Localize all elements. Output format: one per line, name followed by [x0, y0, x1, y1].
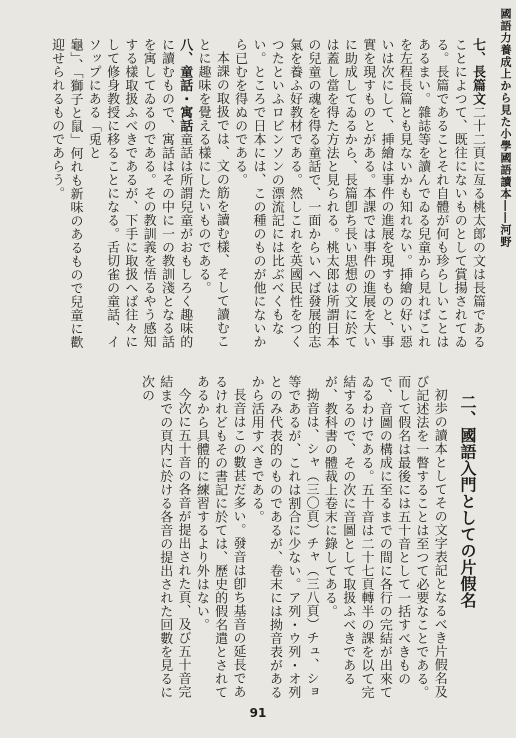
section-8-paragraph: [83, 38, 193, 360]
section-7-paragraph: [230, 38, 486, 360]
body-paragraph-1: 初歩の讀本としてその文字表記となるべき片假名及び記述法を一瞥することは至つて必要なことである。而して假名は最後には五十音として一括すべきもので、音圖の構成に至るまでの間に各行の完結が出來てゐるわけである。五十音は二十七頁轉半の課を以て完結するので、その次に音圖として取扱ふべきであるが、教科書の體裁上卷末に錄してある。: [321, 375, 447, 699]
page-number: 91: [249, 706, 267, 720]
carry-over-paragraph: 龜」、「獅子と鼠」何れも新味のあるもので兒童に歡迎せられるものであらう。: [49, 38, 83, 349]
running-head: 國語力養成上から見た小學國語讀本――河野: [499, 8, 512, 248]
section-8-title: 八、童話・寓話: [177, 38, 193, 133]
section-7-title: 七、長篇文: [470, 38, 485, 106]
section-heading: 二、國語入門としての片假名: [458, 394, 477, 609]
lower-text-block: [10, 375, 486, 700]
body-paragraph-3: 長音はこの數甚だ多い。發音は卽ち基音の延長であるけれどもその書記に於ては、歷史的假名遣とされてあるから具體的に練習するより外はない。: [193, 375, 246, 699]
section-8-body: 童話は所謂兒童がおもしろく趣味的に讀むもので、寓話はその中に一の教訓淺となる話を寓してゐるのである。その教訓義を悟るやう感知する樣取扱ふべきであるが、下手に取扱へば往々にして修身教授に移ることになる。舌切雀の童話、イソップにある「兎と: [85, 38, 193, 349]
section-7-body: 二十二頁に亙る桃太郎の文は長篇であることによつて、既往にないものとして賞揚されてゐる。長篇であることそれ自體が何も珍らしいことはあるまい。雜誌等を讀んでゐる兒童から見ればこれを左程長篇とも見ないかも知れない。挿繪の好い惡いは次にして、挿繪は事件の進展を現すものと、事實を現すものとがある。本課では事件の進展を大いに助成してゐるから、長篇卽ち長い思想の文に於ては蓋し當を得た方法と見られる。桃太郎は所謂日本の兒童の魂を得る童話で、一面からいへば發展的志氣を養ふ好教材である。然しこれを英國民性をつくつたといふロビンソンの漂流記には比ぶべくもない。ところで日本には、この種のものが他にないから已むを得ぬのである。: [232, 38, 485, 349]
body-paragraph-2: 拗音は、シャ（三〇頁）チャ（三八頁）チュ、ショ等であるが、これは割合に少ない。ア列・ウ列・オ列とのみ代表的のものであるが、卷末には拗音表があるから活用すべきである。: [248, 375, 319, 699]
body-paragraph-4: 今次に五十音の各音が提出された頁、及び五十音完結までの頁内に於ける各音の提出された回數を見るに次の: [138, 375, 191, 699]
upper-text-block: [10, 38, 486, 360]
section-7-paragraph-2: 本課の取扱では、文の筋を讀む樣、そして讀むことに趣味を覺える樣にしたいものである。: [195, 38, 229, 348]
